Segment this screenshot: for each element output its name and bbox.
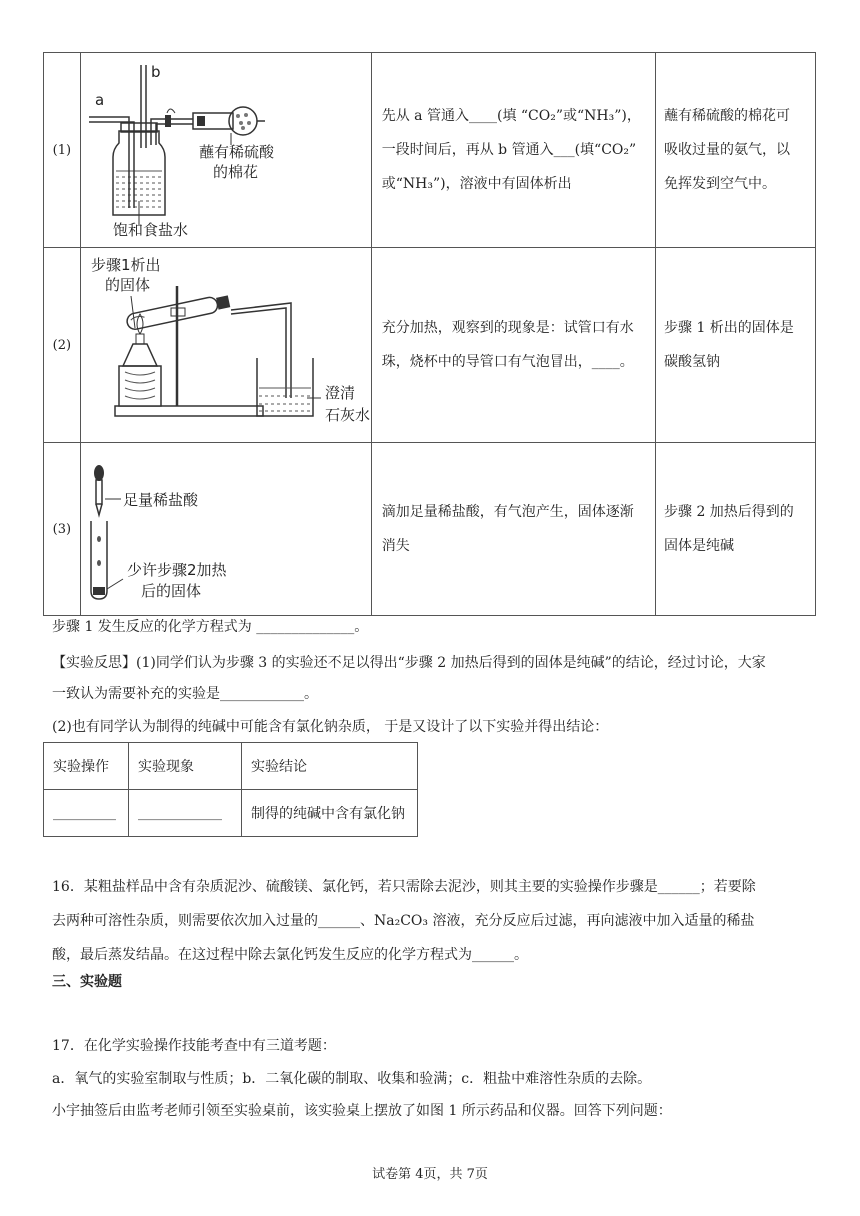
table-row — [44, 443, 816, 616]
answer-blank[interactable]: _________ — [44, 790, 129, 837]
row-number: (1) — [44, 53, 81, 248]
conclusion-cell — [656, 53, 816, 248]
table-row — [44, 790, 418, 837]
dropper-diagram — [81, 443, 371, 611]
conclusion-text: 免挥发到空气中。 — [664, 176, 776, 192]
operation-text: 一段时间后，再从 b 管通入___(填“CO₂” — [381, 142, 637, 158]
operation-cell — [371, 53, 655, 248]
tube-b-label: b — [150, 63, 161, 81]
conclusion-cell — [656, 248, 816, 443]
limewater-label-line1: 澄清 — [324, 384, 355, 402]
question-17-line2: a．氧气的实验室制取与性质；b．二氧化碳的制取、收集和验满；c．粗盐中难溶性杂质的去除。 — [52, 1071, 652, 1087]
reflection-text-line1: 【实验反思】(1)同学们认为步骤 3 的实验还不足以得出“步骤 2 加热后得到的固体是纯碱”的结论，经过讨论，大家 — [52, 655, 766, 671]
acid-label: 足量稀盐酸 — [122, 491, 198, 509]
operation-text: 珠，烧杯中的导管口有气泡冒出，____。 — [381, 354, 634, 370]
operation-text: 滴加足量稀盐酸，有气泡产生，固体逐渐 — [381, 504, 634, 520]
row-number: (2) — [44, 248, 81, 443]
conclusion-text: 碳酸氢钠 — [664, 354, 720, 370]
tube-a-label: a — [94, 91, 104, 109]
operation-cell — [371, 248, 655, 443]
operation-text: 或“NH₃”)，溶液中有固体析出 — [381, 176, 572, 192]
solid-label-line1: 少许步骤2加热 — [126, 561, 227, 579]
experiment-table — [43, 52, 816, 616]
apparatus-figure-1 — [80, 53, 371, 248]
cotton-label-line1: 蘸有稀硫酸 — [198, 143, 274, 161]
column-header: 实验操作 — [44, 743, 129, 790]
gas-bottle-diagram — [81, 53, 371, 243]
conclusion-text: 步骤 2 加热后得到的 — [664, 504, 794, 520]
table-row — [44, 53, 816, 248]
table-header-row — [44, 743, 418, 790]
operation-text: 消失 — [381, 538, 410, 554]
apparatus-figure-2 — [80, 248, 371, 443]
equation-question: 步骤 1 发生反应的化学方程式为 ______________。 — [52, 619, 369, 635]
page-footer: 试卷第 4页，共 7页 — [372, 1167, 488, 1182]
question-17-line1: 17．在化学实验操作技能考查中有三道考题： — [52, 1038, 336, 1054]
solid-label-line2: 后的固体 — [140, 582, 201, 600]
solid-label-line1: 步骤1析出 — [90, 256, 161, 274]
limewater-label-line2: 石灰水 — [324, 406, 370, 424]
question-17-line3: 小宇抽签后由监考老师引领至实验桌前，该实验桌上摆放了如图 1 所示药品和仪器。回答下列问题： — [52, 1103, 672, 1119]
reflection-text-line3: (2)也有同学认为制得的纯碱中可能含有氯化钠杂质， 于是又设计了以下实验并得出结论： — [52, 719, 609, 735]
section-heading: 三、实验题 — [52, 974, 122, 990]
conclusion-text: 蘸有稀硫酸的棉花可 — [664, 108, 790, 124]
solid-label-line2: 的固体 — [104, 276, 150, 294]
question-16-line3: 酸，最后蒸发结晶。在这过程中除去氯化钙发生反应的化学方程式为______。 — [52, 947, 528, 963]
conclusion-text: 固体是纯碱 — [664, 538, 734, 554]
column-header: 实验现象 — [129, 743, 242, 790]
column-header: 实验结论 — [242, 743, 418, 790]
brine-label: 饱和食盐水 — [112, 221, 188, 239]
cotton-label-line2: 的棉花 — [212, 163, 258, 181]
conclusion-table — [43, 742, 418, 837]
answer-blank[interactable]: ____________ — [129, 790, 242, 837]
reflection-text-line2: 一致认为需要补充的实验是____________。 — [52, 686, 318, 702]
apparatus-figure-3 — [80, 443, 371, 616]
conclusion-cell — [656, 443, 816, 616]
conclusion-text: 吸收过量的氨气，以 — [664, 142, 790, 158]
operation-text: 充分加热，观察到的现象是：试管口有水 — [381, 320, 634, 336]
question-16-line2: 去两种可溶性杂质，则需要依次加入过量的______、Na₂CO₃ 溶液，充分反应后过滤，再向滤液中加入适量的稀盐 — [52, 913, 755, 929]
question-16-line1: 16．某粗盐样品中含有杂质泥沙、硫酸镁、氯化钙，若只需除去泥沙，则其主要的实验操作步骤是______；若要除 — [52, 879, 756, 895]
row-number: (3) — [44, 443, 81, 616]
table-row — [44, 248, 816, 443]
table-cell: 制得的纯碱中含有氯化钠 — [242, 790, 418, 837]
operation-text: 先从 a 管通入____(填 “CO₂”或“NH₃”)， — [381, 108, 641, 124]
heating-diagram — [81, 248, 371, 438]
conclusion-text: 步骤 1 析出的固体是 — [664, 320, 794, 336]
operation-cell — [371, 443, 655, 616]
